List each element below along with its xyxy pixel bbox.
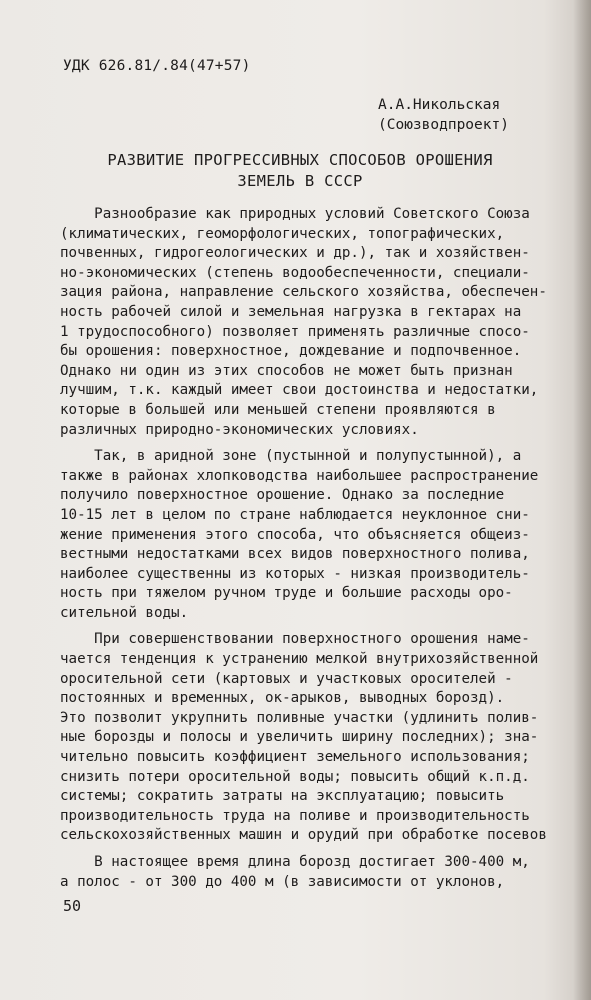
text-line: ные борозды и полосы и увеличить ширину последних); зна-	[60, 729, 539, 746]
text-line: чительно повысить коэффициент земельного использования;	[60, 749, 530, 766]
title-line: ЗЕМЕЛЬ В СССР	[237, 172, 363, 190]
paragraph	[60, 853, 580, 892]
text-line: системы; сократить затраты на эксплуатацию; повысить	[60, 788, 505, 805]
title-line: РАЗВИТИЕ ПРОГРЕССИВНЫХ СПОСОБОВ ОРОШЕНИЯ	[107, 151, 493, 169]
text-line: а полос - от 300 до 400 м (в зависимости от уклонов,	[60, 873, 505, 890]
text-line: чается тенденция к устранению мелкой внутрихозяйственной	[60, 651, 539, 668]
text-line: также в районах хлопководства наибольшее распространение	[60, 467, 539, 484]
text-line: снизить потери оросительной воды; повысить общий к.п.д.	[60, 768, 530, 785]
udk-code: УДК 626.81/.84(47+57)	[63, 58, 251, 74]
text-line: зация района, направление сельского хозяйства, обеспечен-	[60, 284, 547, 301]
text-line: которые в большей или меньшей степени проявляются в	[60, 401, 496, 418]
text-line: Так, в аридной зоне (пустынной и полупустынной), а	[60, 448, 522, 465]
text-line: 1 трудоспособного) позволяет применять различные спосо-	[60, 323, 530, 340]
text-line: бы орошения: поверхностное, дождевание и подпочвенное.	[60, 343, 522, 360]
text-line: 10-15 лет в целом по стране наблюдается неуклонное сни-	[60, 506, 530, 523]
text-line: вестными недостатками всех видов поверхностного полива,	[60, 546, 530, 563]
paragraph	[60, 205, 580, 440]
text-line: Однако ни один из этих способов не может быть признан	[60, 362, 513, 379]
text-line: ность при тяжелом ручном труде и большие расходы оро-	[60, 585, 513, 602]
text-line: При совершенствовании поверхностного орошения наме-	[60, 631, 530, 648]
text-line: (климатических, геоморфологических, топографических,	[60, 225, 505, 242]
text-line: но-экономических (степень водообеспеченности, специали-	[60, 264, 530, 281]
text-line: сительной воды.	[60, 604, 189, 621]
text-line: различных природно-экономических условиях.	[60, 421, 419, 438]
text-line: лучшим, т.к. каждый имеет свои достоинства и недостатки,	[60, 382, 539, 399]
author-name: А.А.Никольская	[378, 97, 501, 113]
text-line: жение применения этого способа, что объясняется общеиз-	[60, 526, 530, 543]
page-number: 50	[63, 897, 82, 915]
paragraph	[60, 630, 580, 846]
text-line: оросительной сети (картовых и участковых оросителей -	[60, 670, 513, 687]
text-line: Это позволит укрупнить поливные участки (удлинить полив-	[60, 709, 539, 726]
article-body	[60, 205, 580, 892]
article-title	[60, 150, 540, 192]
text-line: постоянных и временных, ок-арыков, выводных борозд).	[60, 690, 505, 707]
text-line: производительность труда на поливе и производительность	[60, 807, 530, 824]
text-line: ность рабочей силой и земельная нагрузка в гектарах на	[60, 303, 522, 320]
author-block	[378, 95, 509, 135]
text-line: получило поверхностное орошение. Однако за последние	[60, 487, 505, 504]
text-line: наиболее существенны из которых - низкая производитель-	[60, 565, 530, 582]
paragraph	[60, 447, 580, 623]
text-line: сельскохозяйственных машин и орудий при обработке посевов	[60, 827, 547, 844]
author-affiliation: (Союзводпроект)	[378, 117, 509, 133]
text-line: Разнообразие как природных условий Советского Союза	[60, 206, 530, 222]
text-line: почвенных, гидрогеологических и др.), так и хозяйствен-	[60, 245, 530, 262]
text-line: В настоящее время длина борозд достигает 300-400 м,	[60, 854, 530, 870]
